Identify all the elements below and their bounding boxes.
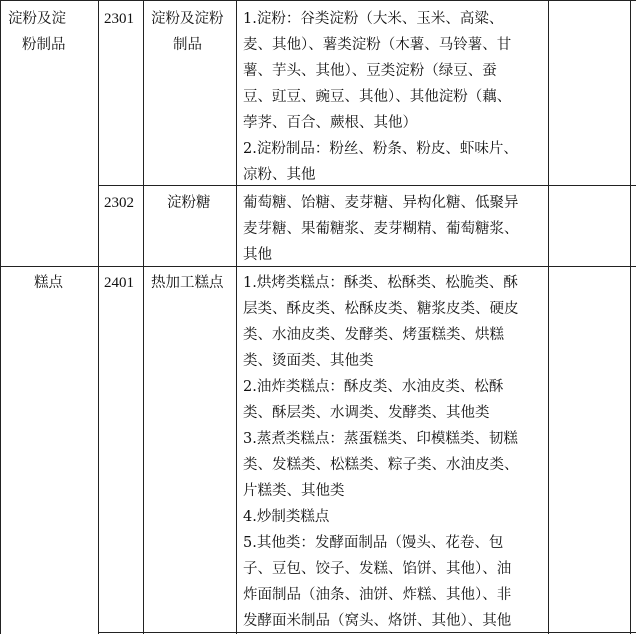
code-text: 2301 [104, 11, 134, 27]
code-cell [104, 6, 134, 32]
description-cell [243, 190, 519, 268]
name-line: 制品 [173, 37, 202, 53]
description-line: 1.淀粉：谷类淀粉（大米、玉米、高粱、 [243, 11, 504, 27]
description-line: 2.油炸类糕点：酥皮类、水油皮类、松酥 [243, 379, 504, 395]
column-divider [98, 0, 99, 634]
description-line: 类、水油皮类、发酵类、烤蛋糕类、烘糕 [243, 327, 504, 343]
description-line: 凉粉、其他 [243, 167, 316, 183]
code-text: 2302 [104, 195, 134, 211]
description-line: 麦、其他）、薯类淀粉（木薯、马铃薯、甘 [243, 37, 512, 53]
description-line: 2.淀粉制品：粉丝、粉条、粉皮、虾味片、 [243, 141, 518, 157]
category-line: 粉制品 [22, 37, 66, 53]
description-line: 层类、酥皮类、松酥皮类、糖浆皮类、硬皮 [243, 301, 519, 317]
table-top-border [0, 0, 636, 1]
description-line: 3.蒸煮类糕点：蒸蛋糕类、印模糕类、韧糕 [243, 431, 518, 447]
column-divider [548, 0, 549, 634]
code-cell [104, 270, 134, 296]
category-cell [34, 270, 63, 296]
column-divider [630, 0, 631, 634]
name-line: 淀粉糖 [167, 195, 211, 211]
description-line: 麦芽糖、果葡糖浆、麦芽糊精、葡萄糖浆、 [243, 221, 519, 237]
description-cell [243, 270, 519, 634]
description-cell [243, 6, 518, 188]
description-line: 片糕类、其他类 [243, 483, 345, 499]
code-cell [104, 190, 134, 216]
column-divider [143, 0, 144, 634]
category-cell [8, 6, 66, 58]
description-line: 豆、豇豆、豌豆、其他）、其他淀粉（藕、 [243, 89, 512, 105]
description-line: 炸面制品（油条、油饼、炸糕、其他）、非 [243, 587, 512, 603]
description-line: 5.其他类：发酵面制品（馒头、花卷、包 [243, 535, 504, 551]
name-cell [167, 190, 211, 216]
name-line: 淀粉及淀粉 [151, 11, 224, 27]
name-cell [151, 6, 224, 58]
name-line: 热加工糕点 [151, 275, 224, 291]
description-line: 类、发糕类、松糕类、粽子类、水油皮类、 [243, 457, 519, 473]
description-line: 薯、芋头、其他）、豆类淀粉（绿豆、蚕 [243, 63, 497, 79]
description-line: 其他 [243, 247, 272, 263]
description-line: 发酵面米制品（窝头、烙饼、其他）、其他 [243, 613, 512, 629]
column-divider [0, 0, 1, 634]
description-line: 1.烘烤类糕点：酥类、松酥类、松脆类、酥 [243, 275, 518, 291]
description-line: 类、烫面类、其他类 [243, 353, 374, 369]
description-line: 葡萄糖、饴糖、麦芽糖、异构化糖、低聚异 [243, 195, 519, 211]
code-text: 2401 [104, 275, 134, 291]
description-line: 4.炒制类糕点 [243, 509, 330, 525]
description-line: 子、豆包、饺子、发糕、馅饼、其他）、油 [243, 561, 512, 577]
column-divider [236, 0, 237, 634]
category-line: 淀粉及淀 [8, 11, 66, 27]
name-cell [151, 270, 224, 296]
category-line: 糕点 [34, 275, 63, 291]
description-line: 类、酥层类、水调类、发酵类、其他类 [243, 405, 490, 421]
description-line: 荸荠、百合、蕨根、其他） [243, 115, 417, 131]
